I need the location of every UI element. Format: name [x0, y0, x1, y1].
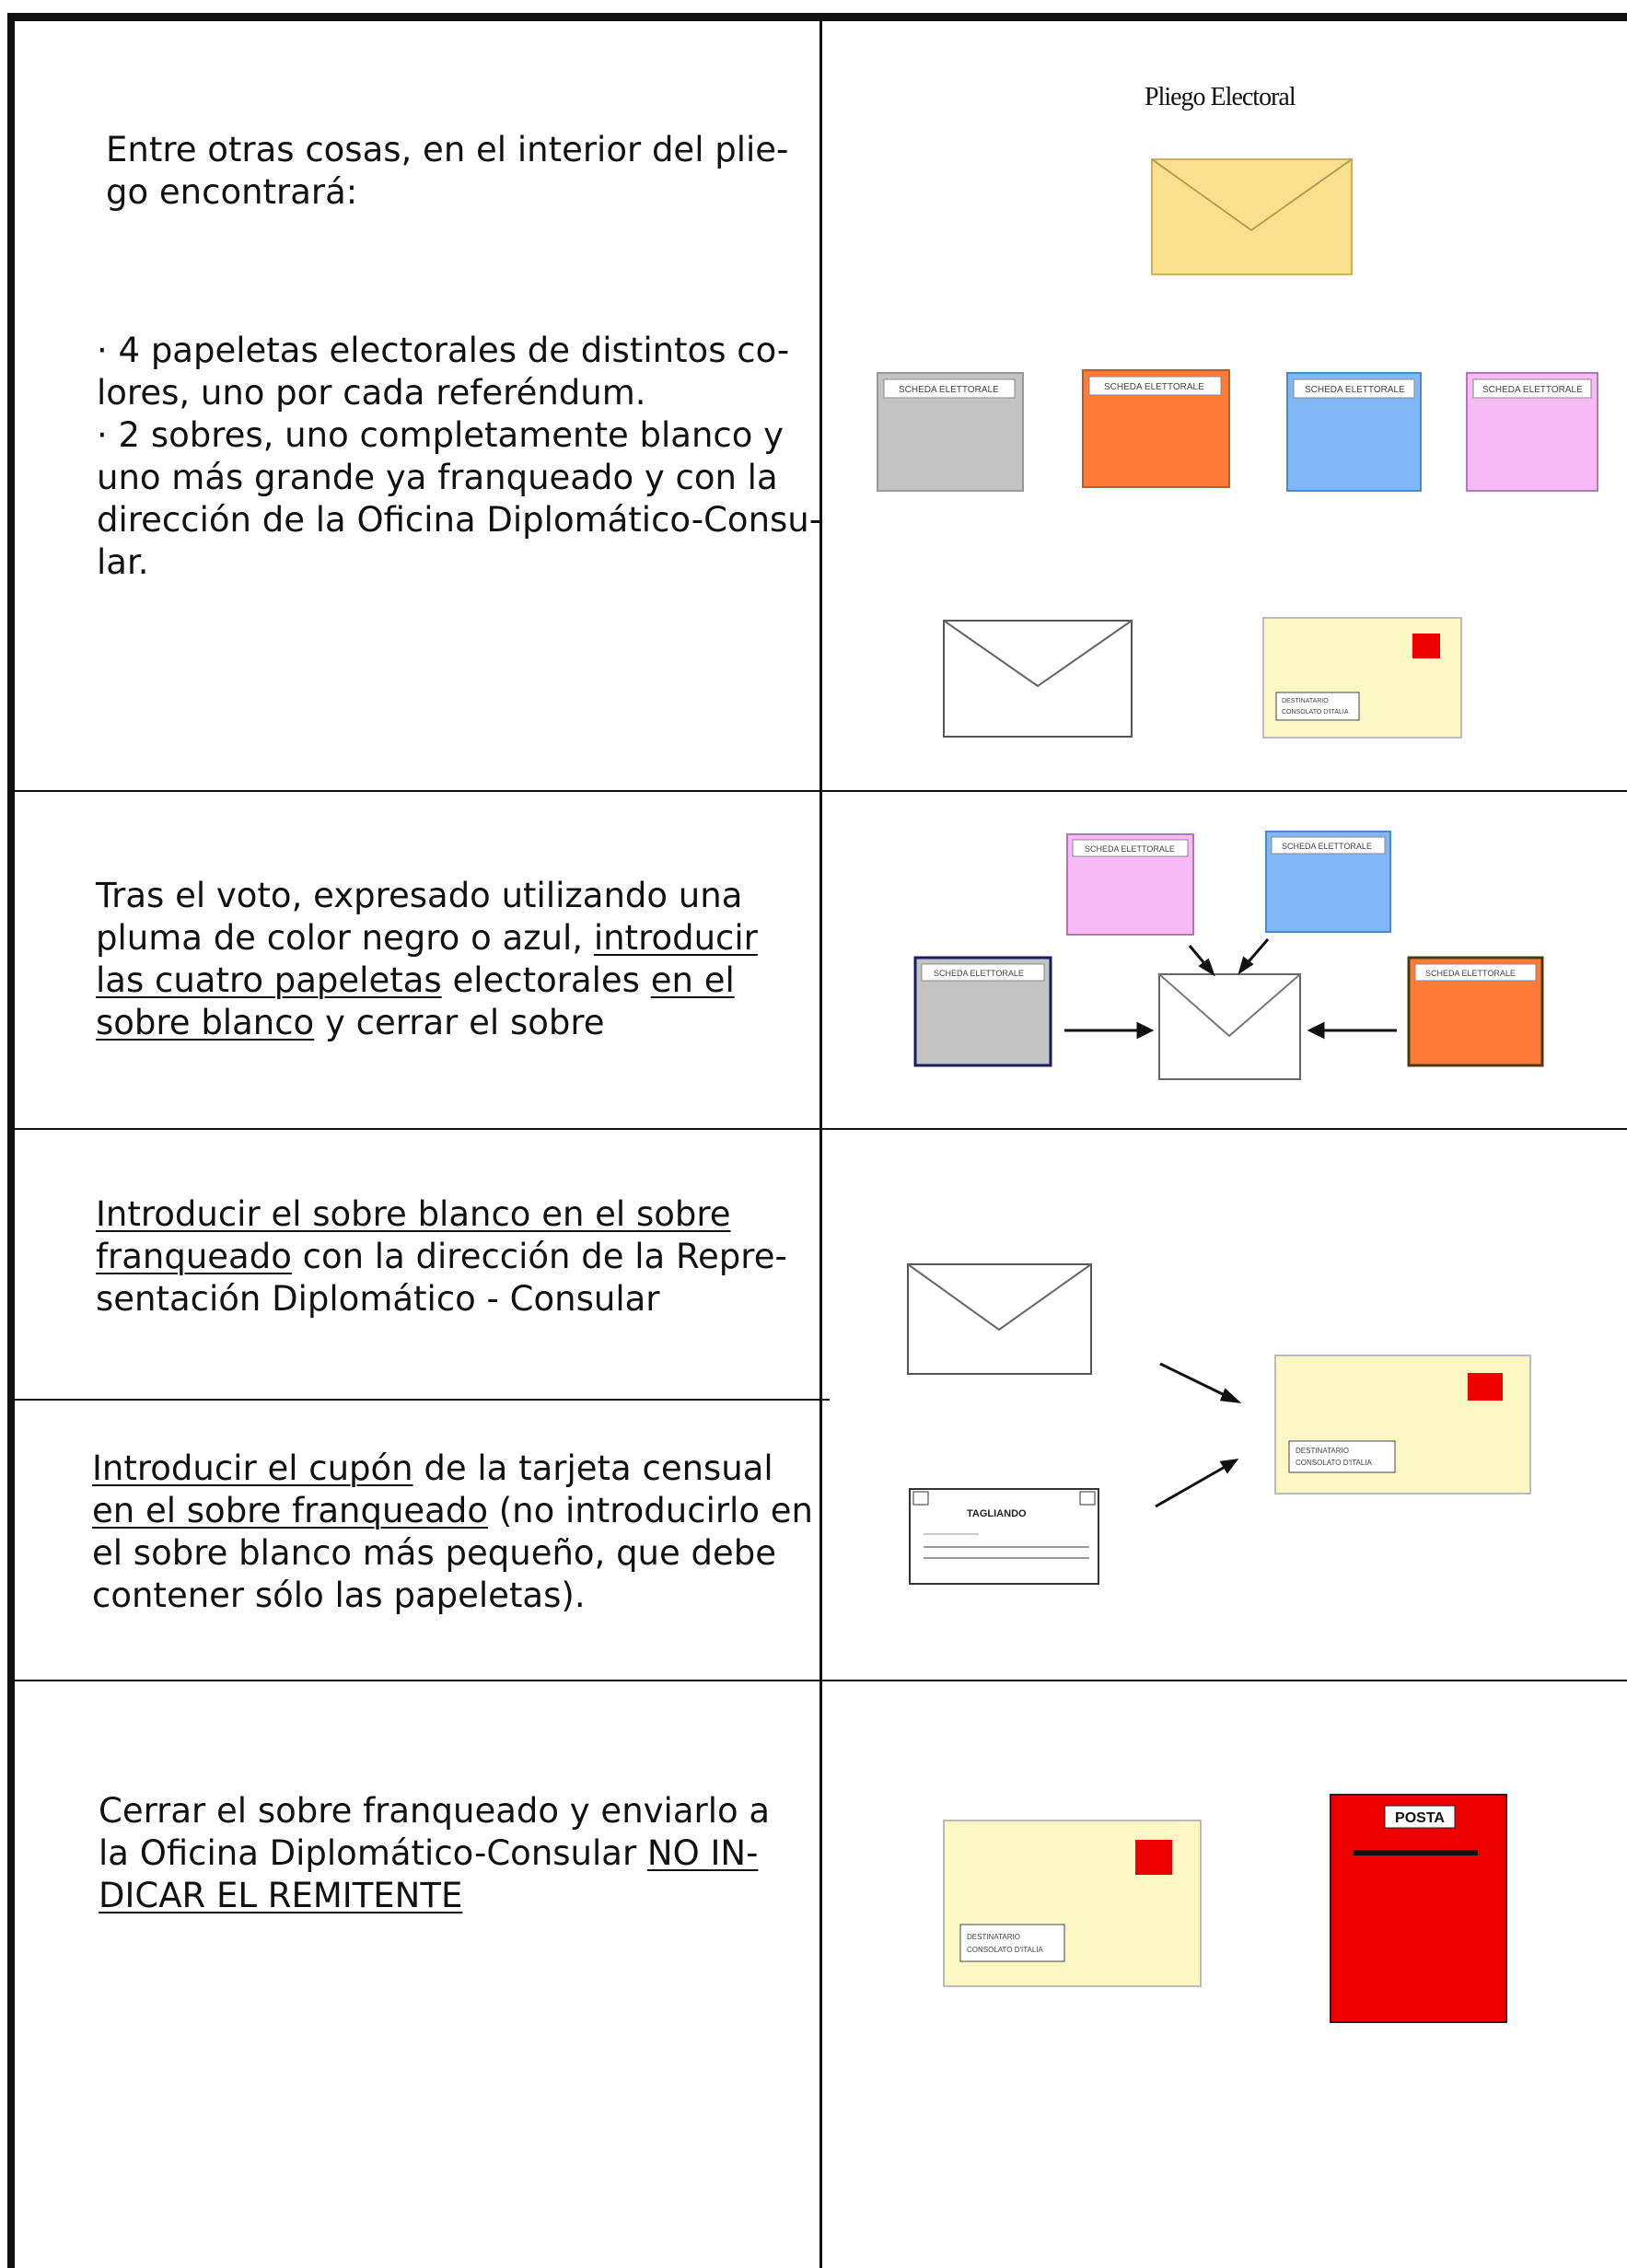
- stamp-icon: [1412, 634, 1440, 658]
- mailbox-label: POSTA: [1395, 1810, 1445, 1826]
- stamp-icon: [1468, 1373, 1503, 1401]
- ballot-grey: [915, 958, 1051, 1065]
- ballot-grey: [877, 373, 1023, 491]
- contents-list: · 4 papeletas electorales de distintos co- lores, uno por cada referéndum. · 2 sobres, uno completamente blanco y uno más grande ya franqueado y con la dirección de la Oficina Diplomático-Consu- lar.: [97, 331, 822, 582]
- ballot-label: SCHEDA ELETTORALE: [934, 969, 1024, 978]
- ballot-pink: [1067, 834, 1193, 935]
- coupon-label: TAGLIANDO: [967, 1508, 1027, 1519]
- franked-envelope: [1275, 1355, 1530, 1494]
- ballot-orange: [1083, 370, 1229, 487]
- address-line: DESTINATARIO: [1296, 1447, 1349, 1455]
- ballot-blue: [1287, 373, 1421, 491]
- stamp-icon: [1135, 1840, 1172, 1875]
- ballot-orange: [1409, 958, 1542, 1065]
- intro-text: Entre otras cosas, en el interior del plie- go encontrará:: [106, 130, 789, 212]
- address-line: DESTINATARIO: [1282, 698, 1329, 704]
- step-send-text: Cerrar el sobre franqueado y enviarlo a la Oficina Diplomático-Consular NO IN- DICAR EL REMITENTE: [99, 1791, 771, 1915]
- ballot-label: SCHEDA ELETTORALE: [1282, 842, 1372, 851]
- white-envelope: [908, 1264, 1091, 1374]
- franked-envelope: [944, 1820, 1201, 1986]
- mailbox-icon: [1331, 1795, 1506, 2022]
- pliego-title: Pliego Electoral: [1145, 83, 1296, 111]
- ballot-label: SCHEDA ELETTORALE: [1305, 385, 1405, 395]
- electoral-packet-envelope: [1152, 159, 1352, 274]
- ballot-pink: [1467, 373, 1598, 491]
- ballot-label: SCHEDA ELETTORALE: [899, 385, 999, 395]
- step-insert-envelope-text: Introducir el sobre blanco en el sobre franqueado con la dirección de la Repre- sentación Diplomático - Consular: [96, 1194, 787, 1319]
- white-envelope: [1159, 974, 1300, 1079]
- address-line: CONSOLATO D'ITALIA: [967, 1946, 1043, 1954]
- address-line: DESTINATARIO: [967, 1933, 1020, 1941]
- ballot-label: SCHEDA ELETTORALE: [1085, 844, 1175, 854]
- address-line: CONSOLATO D'ITALIA: [1282, 709, 1349, 715]
- ballot-label: SCHEDA ELETTORALE: [1104, 382, 1204, 392]
- ballot-label: SCHEDA ELETTORALE: [1425, 969, 1516, 978]
- step-vote-text: Tras el voto, expresado utilizando una pluma de color negro o azul, introducir las cuatro papeletas electorales en el sobre blanco y cerrar el sobre: [96, 876, 758, 1042]
- ballot-blue: [1266, 832, 1390, 932]
- mail-slot: [1354, 1850, 1478, 1855]
- franked-envelope: [1263, 618, 1461, 738]
- arrow-icon: [1156, 1364, 1238, 1506]
- address-line: CONSOLATO D'ITALIA: [1296, 1459, 1372, 1467]
- ballot-label: SCHEDA ELETTORALE: [1482, 385, 1583, 395]
- white-envelope: [944, 621, 1132, 737]
- step-insert-coupon-text: Introducir el cupón de la tarjeta censual en el sobre franqueado (no introducirlo en el sobre blanco más pequeño, que debe contener sólo las papeletas).: [92, 1448, 813, 1615]
- coupon-card: [910, 1489, 1098, 1584]
